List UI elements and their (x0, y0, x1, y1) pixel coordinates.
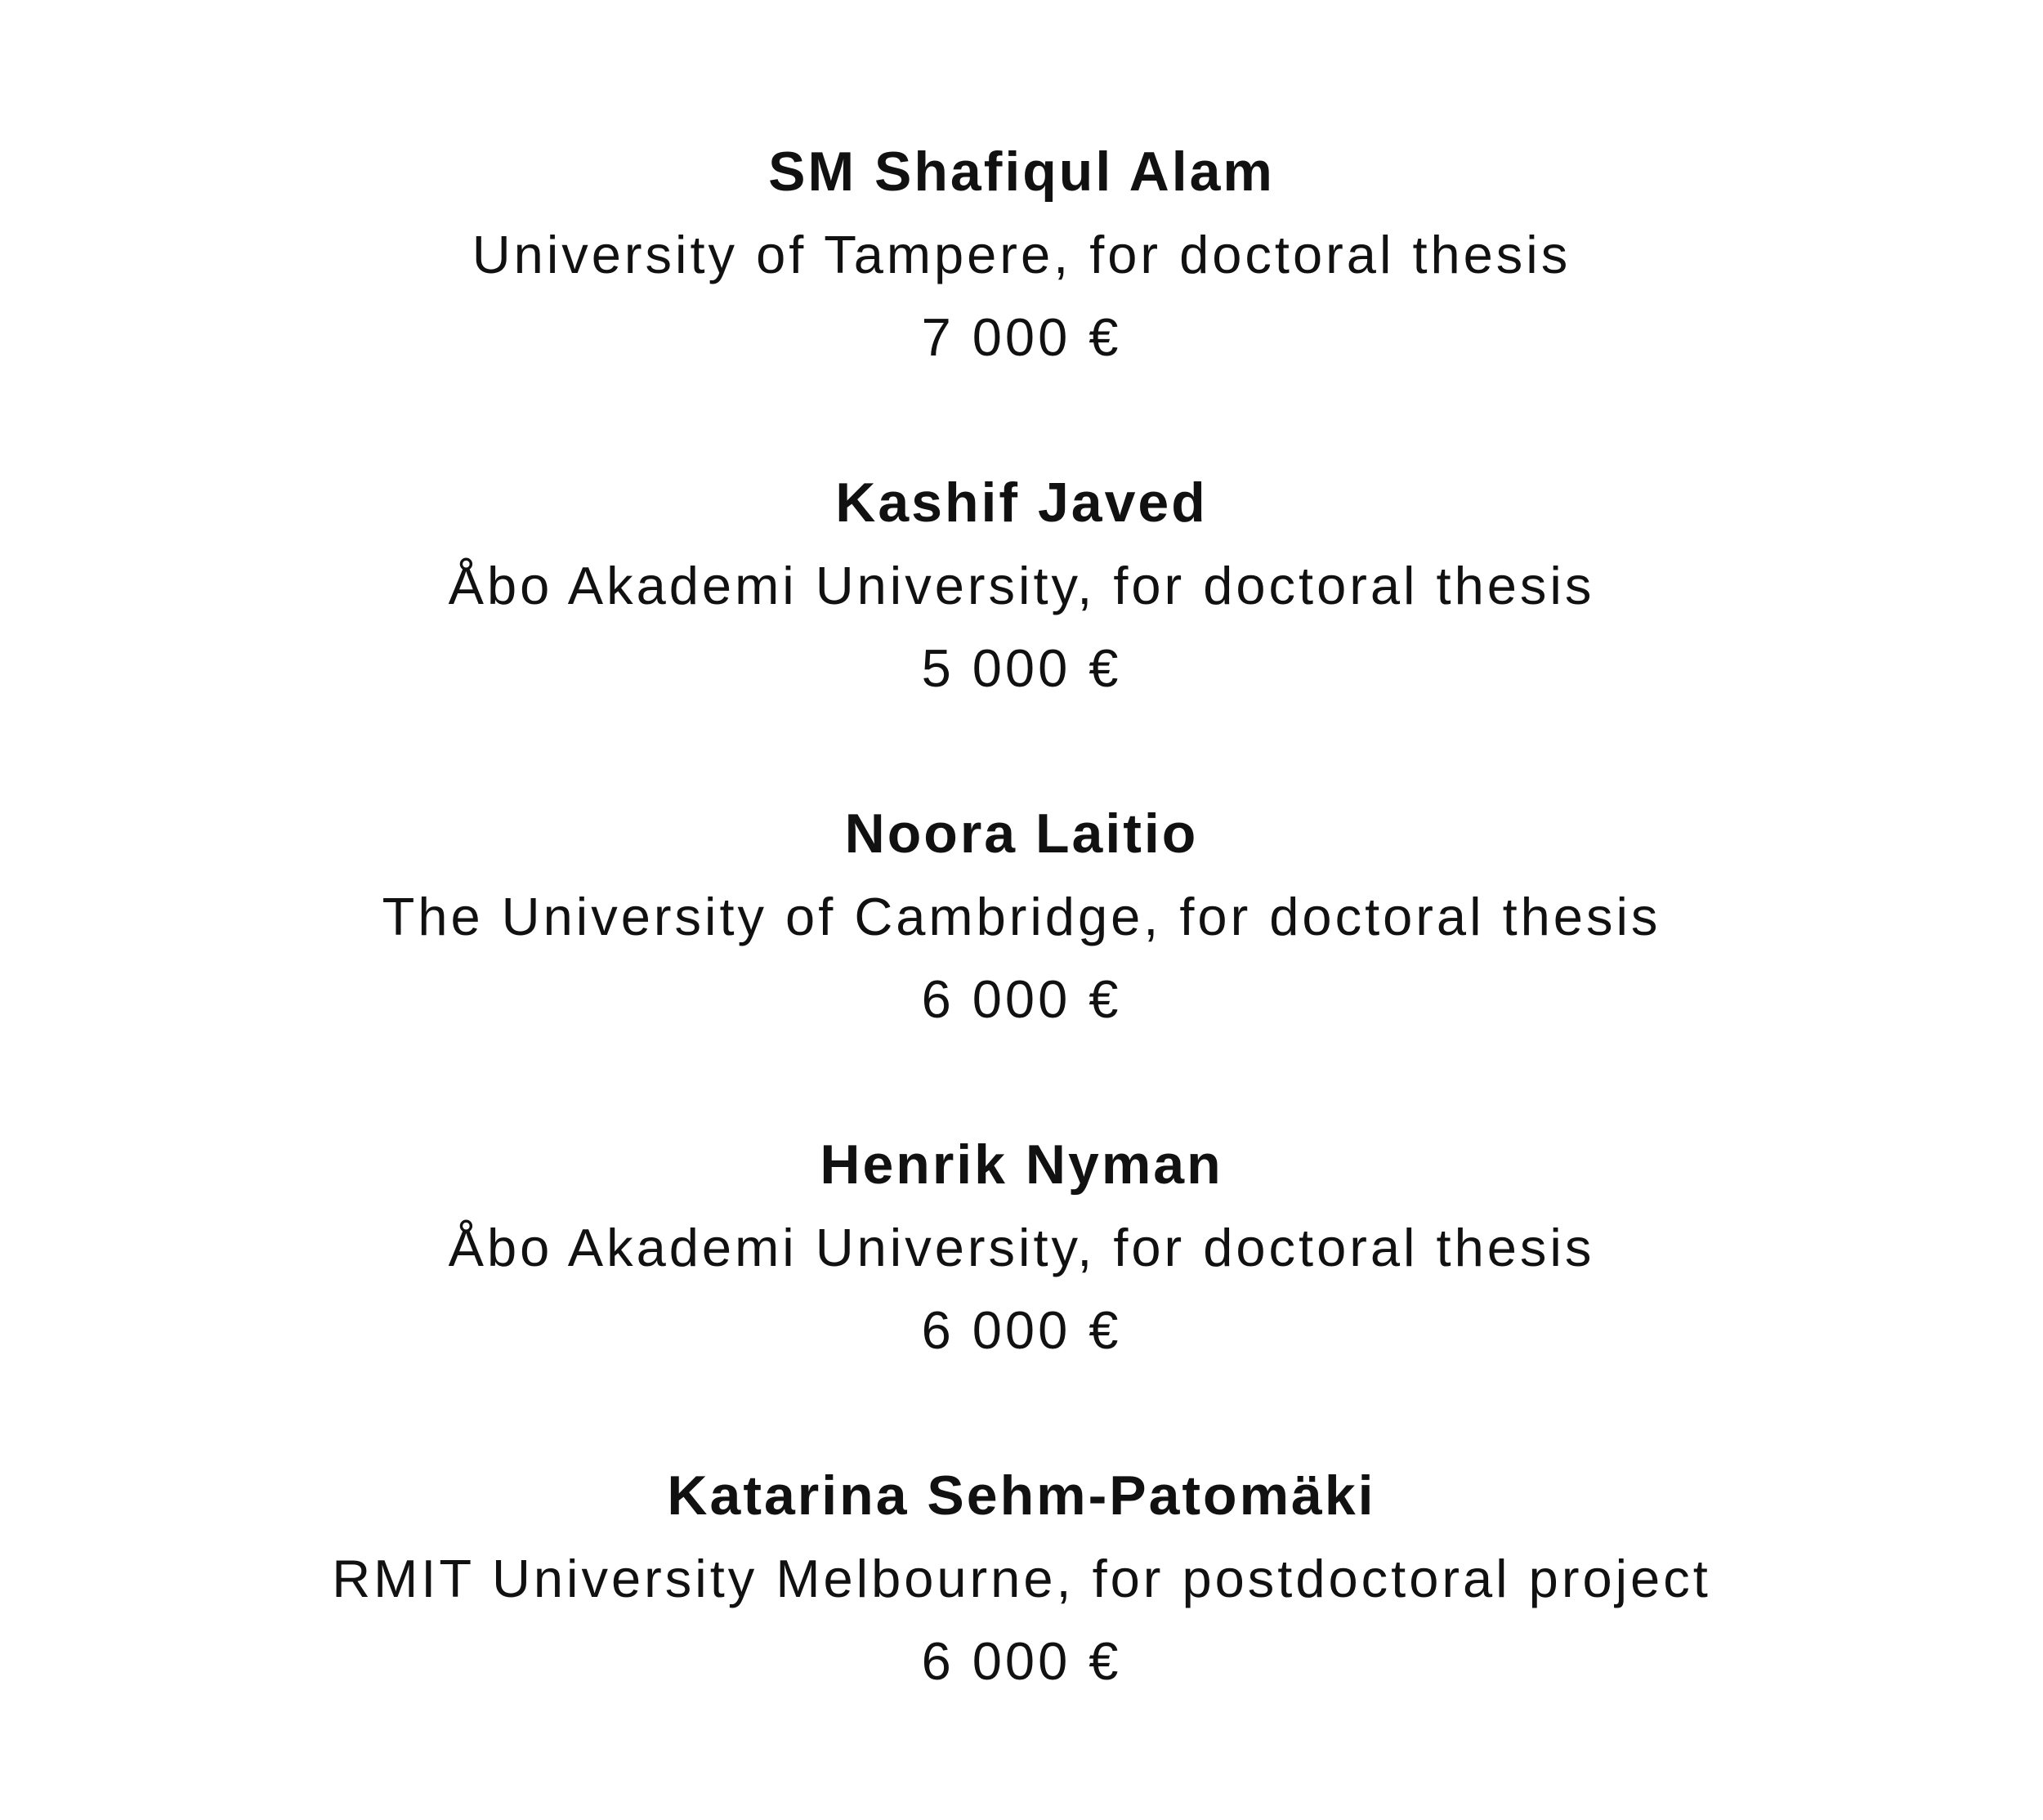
recipient-description: RMIT University Melbourne, for postdoctoral project (332, 1549, 1711, 1608)
recipient-entry (0, 1455, 2043, 1702)
recipient-name: Kashif Javed (835, 472, 1208, 534)
recipient-description: Åbo Akademi University, for doctoral thesis (448, 556, 1595, 615)
recipient-description: Åbo Akademi University, for doctoral thesis (448, 1218, 1595, 1277)
recipient-amount: 6 000 € (921, 1631, 1122, 1691)
recipient-amount: 5 000 € (921, 638, 1122, 698)
recipient-description: The University of Cambridge, for doctoral thesis (382, 887, 1661, 946)
recipient-amount: 6 000 € (921, 969, 1122, 1029)
recipient-entry (0, 462, 2043, 709)
recipient-name: Noora Laitio (844, 803, 1199, 865)
recipient-amount: 7 000 € (921, 307, 1122, 367)
recipient-name: Henrik Nyman (820, 1134, 1223, 1196)
recipient-entry (0, 793, 2043, 1040)
recipient-entry (0, 131, 2043, 378)
recipient-name: Katarina Sehm-Patomäki (667, 1464, 1376, 1527)
recipient-description: University of Tampere, for doctoral thesis (472, 225, 1571, 284)
recipient-amount: 6 000 € (921, 1300, 1122, 1360)
recipient-entry (0, 1124, 2043, 1371)
recipient-name: SM Shafiqul Alam (768, 141, 1275, 203)
